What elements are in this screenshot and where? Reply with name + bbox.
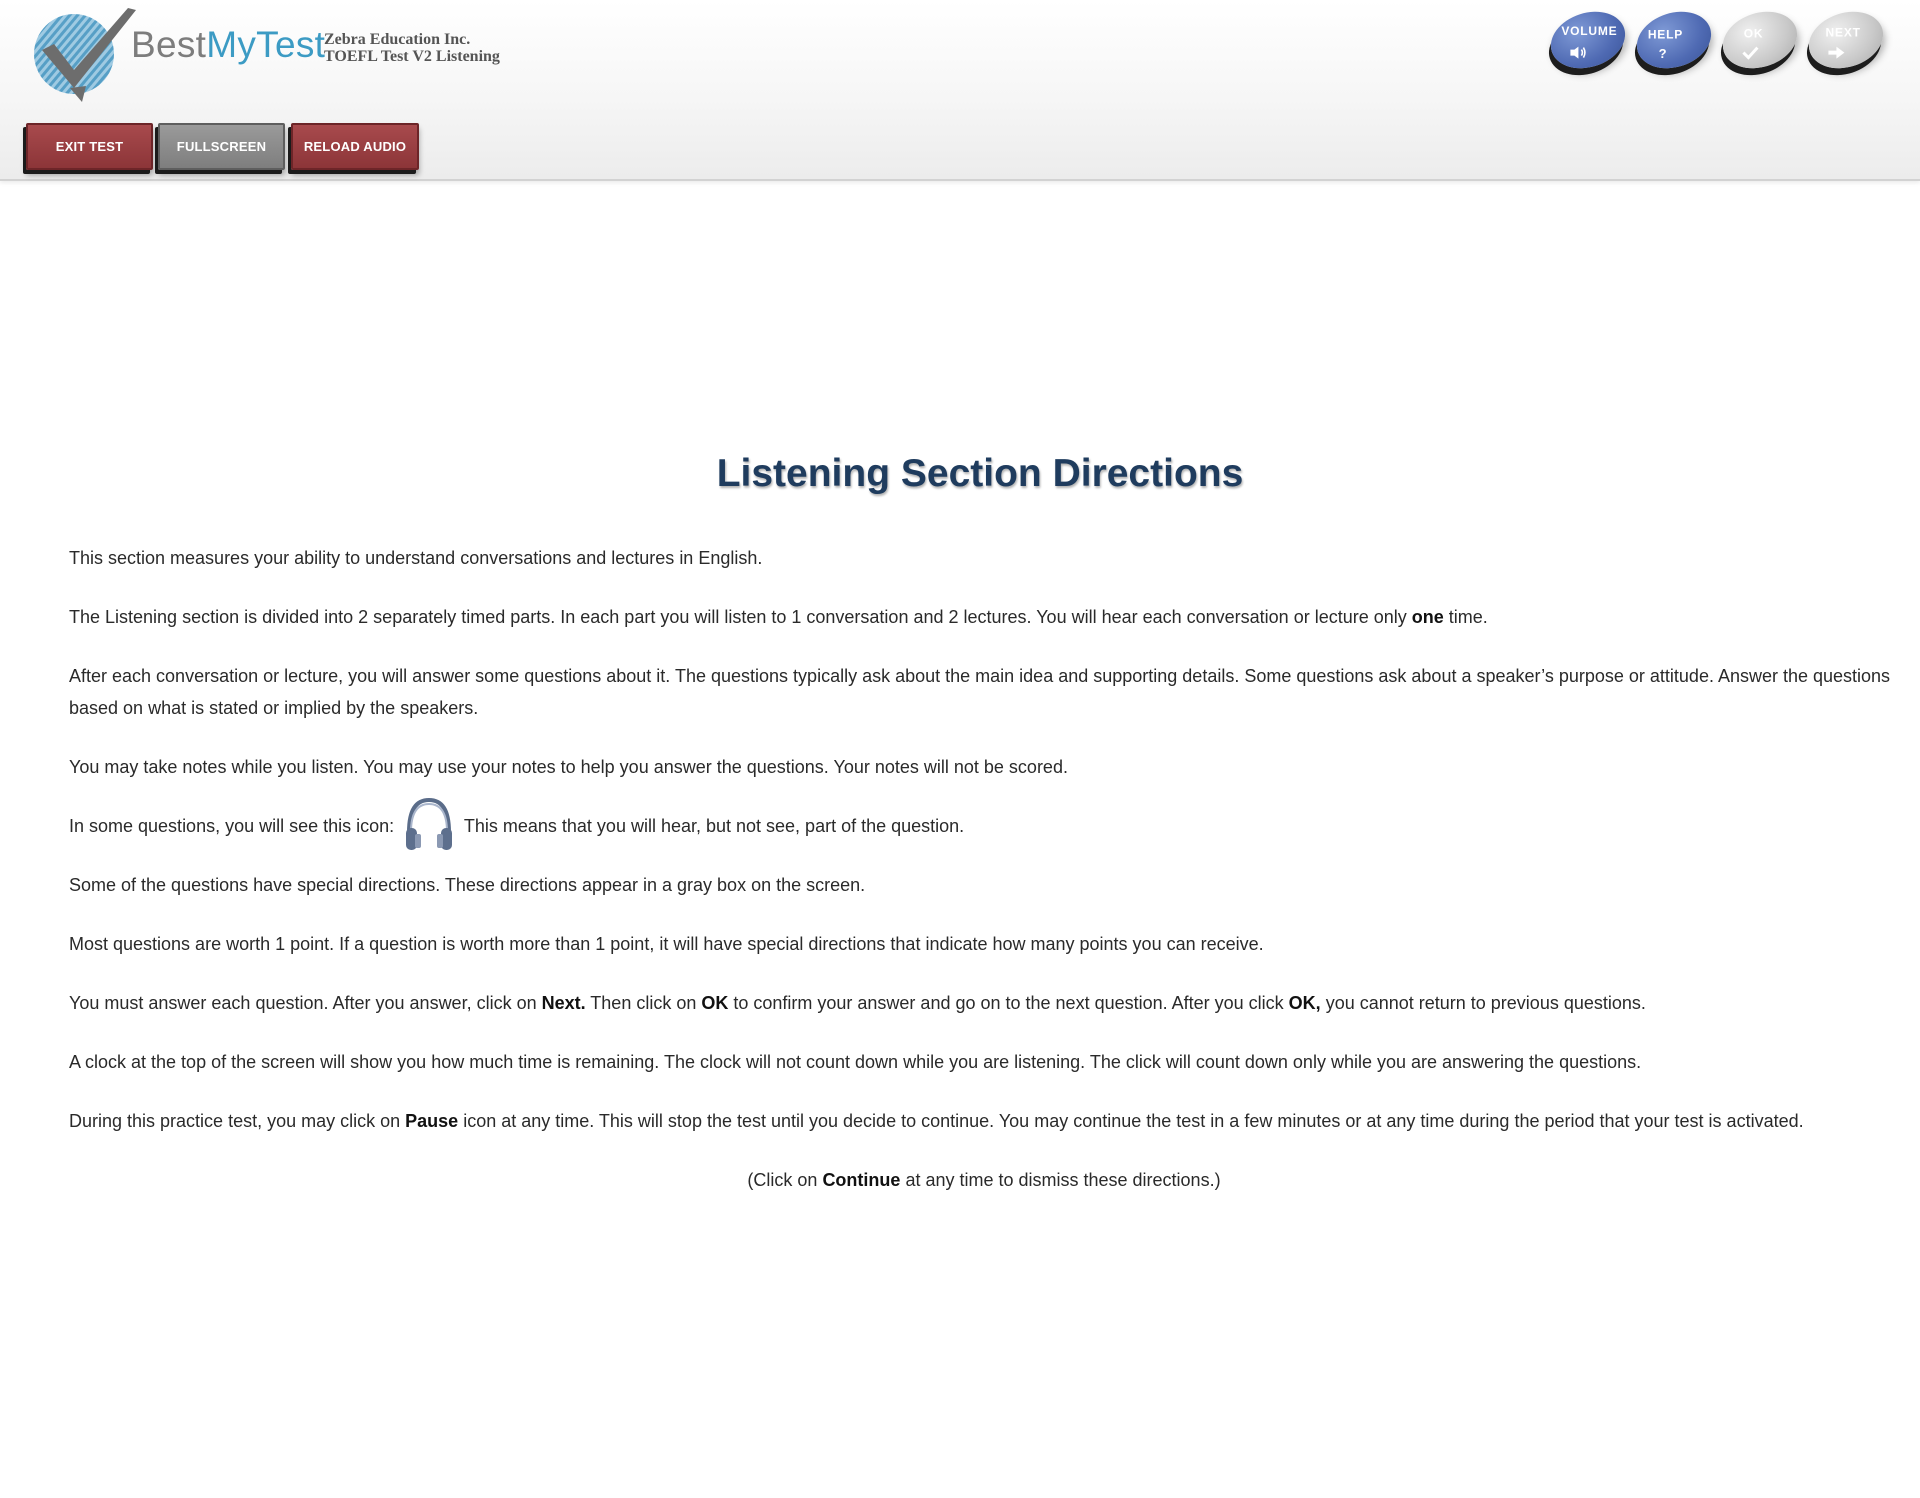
paragraph: In some questions, you will see this icon: This means that you will hear, but not see, part of the question.	[69, 810, 1899, 842]
ok-button[interactable]	[1716, 3, 1805, 78]
paragraph: This section measures your ability to understand conversations and lectures in English.	[69, 548, 763, 568]
checkmark-icon	[1741, 46, 1759, 60]
brand-name	[131, 24, 325, 66]
paragraph: Most questions are worth 1 point. If a question is worth more than 1 point, it will have special directions that indicate how many points you can receive.	[69, 934, 1264, 954]
paragraph: After each conversation or lecture, you will answer some questions about it. The questions typically ask about the main idea and supporting details. Some questions ask about a speaker’s purpose or attitude. Answer the questions based on what is stated or implied by the speakers.	[69, 666, 1891, 718]
paragraph: Some of the questions have special directions. These directions appear in a gray box on the screen.	[69, 875, 866, 895]
company-name: Zebra Education Inc.	[324, 31, 471, 48]
header-bar	[0, 0, 1920, 181]
brand-name-part2: MyTest	[206, 24, 326, 65]
volume-label: VOLUME	[1561, 24, 1618, 39]
brand-name-part1: Best	[131, 24, 207, 65]
dismiss-note: (Click on Continue at any time to dismiss these directions.)	[747, 1170, 1221, 1190]
paragraph: During this practice test, you may click on Pause icon at any time. This will stop the test until you decide to continue. You may continue the test in a few minutes or at any time during the period that your test is activated.	[69, 1111, 1804, 1131]
test-info	[324, 31, 500, 65]
exit-test-button[interactable]: EXIT TEST	[26, 123, 153, 170]
question-mark-icon: ?	[1658, 46, 1667, 62]
help-label: HELP	[1647, 27, 1684, 42]
page-title: Listening Section Directions	[716, 452, 1244, 495]
next-label: NEXT	[1825, 25, 1861, 40]
ok-label: OK	[1743, 26, 1764, 41]
speaker-icon	[1569, 46, 1587, 60]
paragraph: The Listening section is divided into 2 separately timed parts. In each part you will listen to 1 conversation and 2 lectures. You will hear each conversation or lecture only one time.	[69, 607, 1488, 627]
next-button[interactable]	[1802, 3, 1891, 78]
fullscreen-button[interactable]: FULLSCREEN	[158, 123, 285, 170]
test-name: TOEFL Test V2 Listening	[324, 48, 500, 65]
reload-audio-button[interactable]: RELOAD AUDIO	[291, 123, 419, 170]
headphones-icon	[403, 796, 455, 854]
paragraph: You may take notes while you listen. You may use your notes to help you answer the questions. Your notes will not be scored.	[69, 757, 1068, 777]
arrow-right-icon	[1827, 46, 1845, 60]
bestmytest-logo-icon	[24, 2, 140, 102]
help-button[interactable]	[1630, 3, 1719, 78]
directions-text	[69, 542, 1899, 1223]
paragraph: A clock at the top of the screen will show you how much time is remaining. The clock will not count down while you are listening. The click will count down only while you are answering the questions.	[69, 1052, 1642, 1072]
paragraph: You must answer each question. After you answer, click on Next. Then click on OK to confirm your answer and go on to the next question. After you click OK, you cannot return to previous questions.	[69, 993, 1646, 1013]
volume-button[interactable]	[1544, 3, 1633, 78]
